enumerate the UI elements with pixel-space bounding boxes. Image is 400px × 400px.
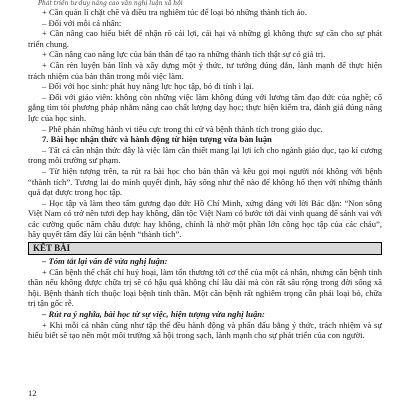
paragraph: + Cần nâng cao năng lực của bản thân để tạo ra những thành tích thật sự có giá trị. xyxy=(42,49,326,60)
subheading: 7. Bài học nhận thức và hành động từ hiện tượng vừa bàn luận xyxy=(42,134,272,145)
paragraph: – Tất cả cần nhận thức đây là việc làm cần thiết mang lại lợi ích cho ngành giáo dục, tạo kỉ cương trong môi trường sư phạm. xyxy=(28,144,382,166)
section-title: KẾT BÀI xyxy=(28,242,382,255)
document-body xyxy=(28,7,382,341)
paragraph: + Căn bệnh thể chất chỉ huỷ hoại, làm tổn thương tới cơ thể của một cá nhân, nhưng căn bệnh tinh thần nếu không được chữa trị sẽ có hậu quả không chỉ lâu dài mà còn rất sâu rộng trong đời sống xã hội. Bệnh thành tích thuộc loại bệnh tinh thần. Một căn bệnh rất nghiêm trọng cần phải loại bỏ, chữa trị tận gốc rễ. xyxy=(28,266,382,309)
paragraph: + Cần rèn luyện bản lĩnh và xây dựng một ý thức, tư tưởng đúng đắn, lành mạnh để thực hiện trách nhiệm của bản thân trong mỗi việc làm. xyxy=(28,59,382,81)
running-header: Phát triển tư duy nâng cao văn nghị luận xã hội xyxy=(38,0,183,7)
conclusion-heading: – Rút ra ý nghĩa, bài học từ sự việc, hiện tượng vừa nghị luận: xyxy=(42,309,265,320)
conclusion-heading: – Tóm tắt lại vấn đề vừa nghị luận: xyxy=(42,256,168,267)
paragraph: + Cần nâng cao hiểu biết để nhận rõ cái lợi, cái hại và những gì không thực sự cần cho sự phát triển chung. xyxy=(28,28,382,49)
page-number: 12 xyxy=(28,388,37,398)
paragraph: – Phê phán những hành vi tiêu cực trong thi cử và bệnh thành tích trong giáo dục. xyxy=(42,123,323,134)
paragraph: – Đối với mỗi cá nhân: xyxy=(42,17,122,28)
paragraph: – Học tập và làm theo tấm gương đạo đức Hồ Chí Minh, xứng đáng với lời Bác dặn: “Non sông Việt Nam có trở nên tươi đẹp hay không, dân tộc Việt Nam có bước tới đài vinh quang để sánh vai với các cường quốc năm châu được hay không, chính là nhờ một phần lớn công học tập của các cháu”, hãy quyết tâm đẩy lùi căn bệnh “thành tích”. xyxy=(28,197,382,240)
paragraph: – Từ hiện tượng trên, ta rút ra bài học cho bản thân và kêu gọi mọi người nói không với bệnh “thành tích”. Tương lai do mình quyết định, hãy sống như thế nào để không hổ thẹn với những thành quả đạt được trong học tập. xyxy=(28,165,382,198)
paragraph: + Cần quản lí chặt chẽ và điều tra nghiêm túc để loại bỏ những thành tích ảo. xyxy=(42,7,307,17)
paragraph: – Đối với giáo viên: không còn những việc làm không đúng với lương tâm đạo đức của nghề; cố gắng tìm tòi phương pháp nhằm nâng cao chất lượng dạy học; thực hiện kiểm tra, đánh giá đúng năng lực của học sinh. xyxy=(28,91,382,123)
paragraph: – Đối với học sinh: phát huy năng lực học tập, bỏ đi tính ì lại. xyxy=(42,81,254,92)
paragraph: + Khi mỗi cá nhân cũng như tập thể đều hành động và phấn đấu bằng ý thức, trách nhiệm và sự hiểu biết sẽ tạo nên một môi trường xã hội trong sạch, lành mạnh cho sự phát triển của con người. xyxy=(28,319,382,341)
